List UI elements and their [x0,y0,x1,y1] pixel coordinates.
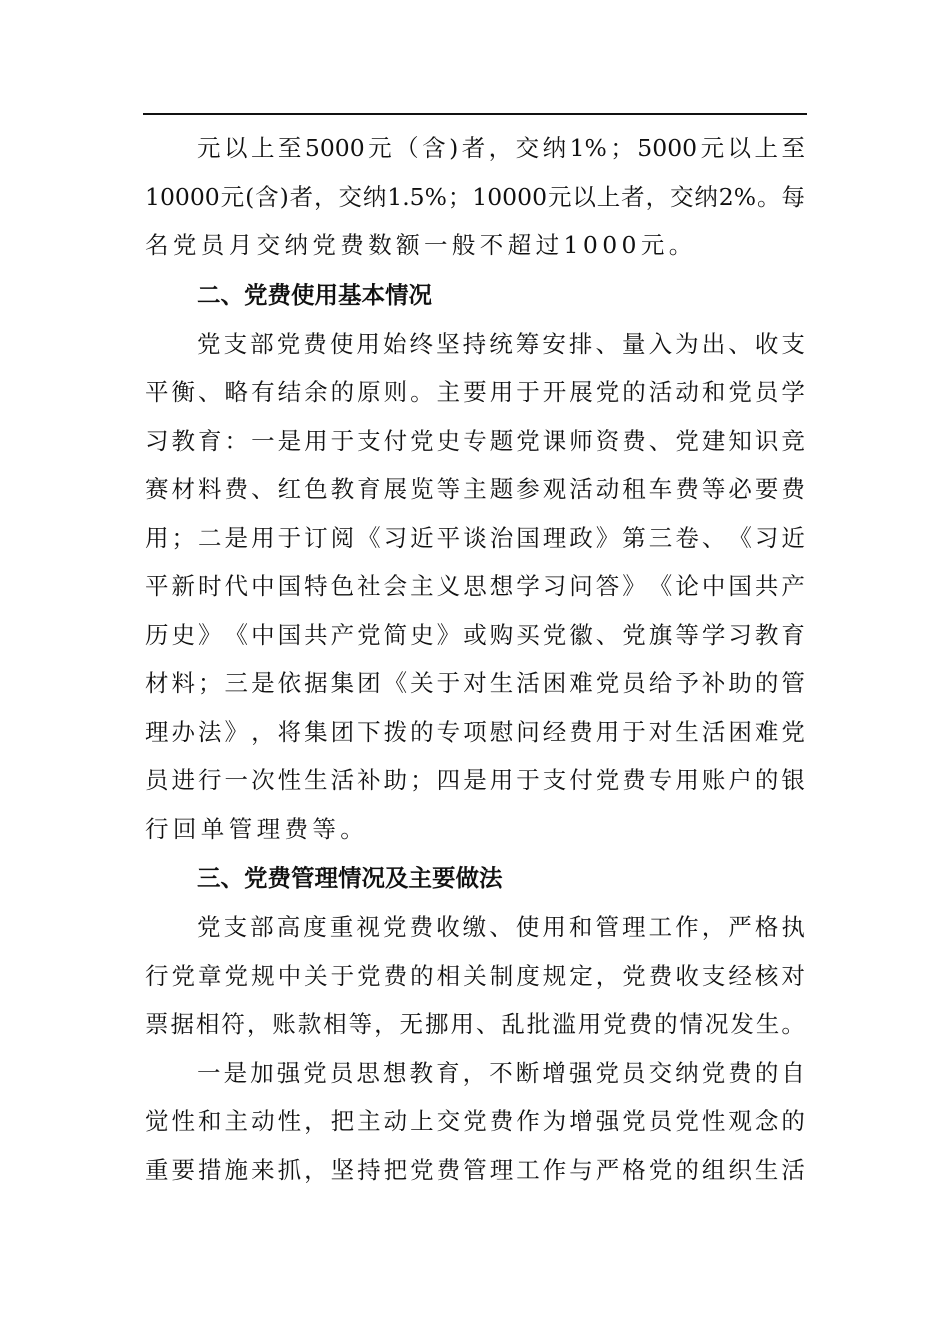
text-line: 票 据 相 符 ， 账 款 相 等 ， 无 挪 用 、 乱 批 滥 用 党 费 的 情 况 发 生 。 [145,1010,805,1038]
text-line: 理 办 法 》 ， 将 集 团 下 拨 的 专 项 慰 问 经 费 用 于 对 生 活 困 难 党 [145,717,805,746]
document-body [145,124,805,1194]
text-line: 10000 元 ( 含 ) 者 ， 交 纳 1.5% ； 10000 元 以 上 者 ， 交 纳 2% 。 每 [145,182,805,211]
text-line: 名党员月交纳党费数额一般不超过1000元。 [145,231,697,259]
text-line: 历 史 》 《 中 国 共 产 党 简 史 》 或 购 买 党 徽 、 党 旗 等 学 习 教 育 [145,620,805,649]
text-line: 重 要 措 施 来 抓 ， 坚 持 把 党 费 管 理 工 作 与 严 格 党 的 组 织 生 活 [145,1155,805,1184]
paragraph-usage [145,320,805,854]
text-line: 赛 材 料 费 、 红 色 教 育 展 览 等 主 题 参 观 活 动 租 车 费 等 必 要 费 [145,475,805,503]
text-line: 党 支 部 党 费 使 用 始 终 坚 持 统 筹 安 排 、 量 入 为 出 、 收 支 [197,329,805,358]
text-line: 平 衡 、 略 有 结 余 的 原 则 。 主 要 用 于 开 展 党 的 活 动 和 党 员 学 [145,378,805,406]
text-line: 习 教 育 ： 一 是 用 于 支 付 党 史 专 题 党 课 师 资 费 、 党 建 知 识 竞 [145,426,805,455]
paragraph-education [145,1049,805,1195]
text-line: 觉 性 和 主 动 性 ， 把 主 动 上 交 党 费 作 为 增 强 党 员 党 性 观 念 的 [145,1107,805,1135]
text-line: 行回单管理费等。 [145,814,369,843]
section-heading-usage: 二、党费使用基本情况 [197,280,432,309]
paragraph-management [145,903,805,1049]
text-line: 元 以 上 至 5000 元 （ 含 ) 者 ， 交 纳 1% ； 5000 元 以 上 至 [197,134,805,162]
text-line: 一 是 加 强 党 员 思 想 教 育 ， 不 断 增 强 党 员 交 纳 党 费 的 自 [197,1058,805,1087]
paragraph-fee-rates [145,124,805,270]
text-line: 用 ； 二 是 用 于 订 阅 《 习 近 平 谈 治 国 理 政 》 第 三 卷 、 《 习 近 [145,523,805,552]
text-line: 平 新 时 代 中 国 特 色 社 会 主 义 思 想 学 习 问 答 》 《 论 中 国 共 产 [145,572,805,600]
text-line: 材 料 ； 三 是 依 据 集 团 《 关 于 对 生 活 困 难 党 员 给 予 补 助 的 管 [145,669,805,697]
text-line: 党 支 部 高 度 重 视 党 费 收 缴 、 使 用 和 管 理 工 作 ， 严 格 执 [197,913,805,941]
text-line: 行 党 章 党 规 中 关 于 党 费 的 相 关 制 度 规 定 ， 党 费 收 支 经 核 对 [145,961,805,990]
section-heading-management: 三、党费管理情况及主要做法 [197,864,503,892]
header-rule [143,113,807,115]
text-line: 员 进 行 一 次 性 生 活 补 助 ； 四 是 用 于 支 付 党 费 专 用 账 户 的 银 [145,766,805,794]
